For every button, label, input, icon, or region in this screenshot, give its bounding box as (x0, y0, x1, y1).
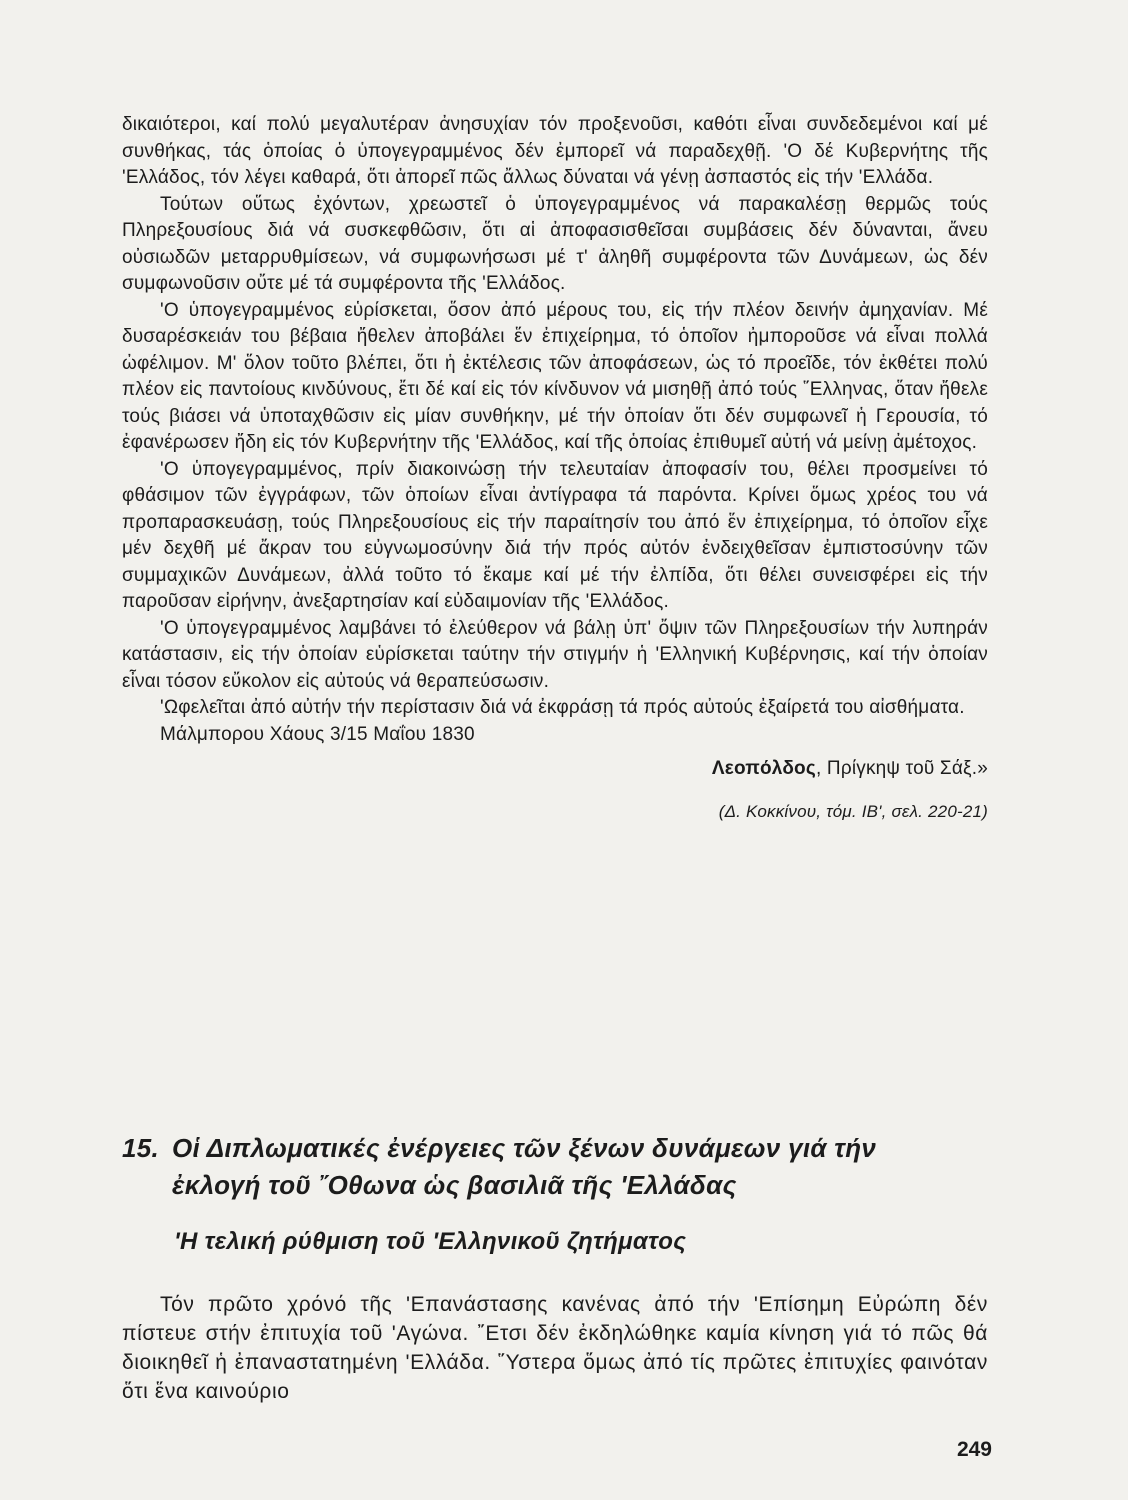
paragraph: 'Ο ὑπογεγραμμένος, πρίν διακοινώσῃ τήν τελευταίαν ἀποφασίν του, θέλει προσμείνει τό φθάσιμον τῶν ἐγγράφων, τῶν ὁποίων εἶναι ἀντίγραφα τά παρόντα. Κρίνει ὅμως χρέος του νά προπαρασκευάσῃ, τούς Πληρεξουσίους εἰς τήν παραίτησίν του ἀπό ἕν ἐπιχείρημα, τό ὁποῖον εἶχε μέν δεχθῆ μέ ἄκραν του εὐγνωμοσύνην διά τήν πρός αὐτόν ἐνδειχθεῖσαν ἐμπιστοσύνην τῶν συμμαχικῶν Δυνάμεων, ἀλλά τοῦτο τό ἔκαμε καί μέ τήν ἐλπίδα, ὅτι θέλει συνεισφέρει εἰς τήν παροῦσαν εἰρήνην, ἀνεξαρτησίαν καί εὐδαιμονίαν τῆς 'Ελλάδος. (122, 458, 988, 612)
letter-text-block (122, 112, 988, 825)
paragraph: 'Ωφελεῖται ἀπό αὐτήν τήν περίστασιν διά νά ἐκφράσῃ τά πρός αὐτούς ἐξαίρετά του αἰσθήματα. (160, 697, 965, 718)
section-heading-line-1 (122, 1130, 1002, 1167)
section-title-line-2: ἐκλογή τοῦ ῎Οθωνα ὡς βασιλιᾶ τῆς 'Ελλάδας (172, 1170, 737, 1200)
signature (122, 756, 988, 783)
paragraph: Τόν πρῶτο χρόνό τῆς 'Επανάστασης κανένας ἀπό τήν 'Επίσημη Εὐρώπη δέν πίστευε στήν ἐπιτυχία τοῦ 'Αγώνα. ῎Ετσι δέν ἐκδηλώθηκε καμία κίνηση γιά τό πῶς θά διοικηθεῖ ἡ ἐπαναστατημένη 'Ελλάδα. ῞Υστερα ὅμως ἀπό τίς πρῶτες ἐπιτυχίες φαινόταν ὅτι ἕνα καινούριο (122, 1293, 988, 1403)
section-number: 15. (122, 1133, 160, 1163)
page-number: 249 (956, 1438, 992, 1461)
section-body (122, 1290, 988, 1406)
paragraph: 'Ο ὑπογεγραμμένος εὑρίσκεται, ὅσον ἀπό μέρους του, εἰς τήν πλέον δεινήν ἀμηχανίαν. Μέ δυσαρέσκειάν του βέβαια ἤθελεν ἀποβάλει ἕν ἐπιχείρημα, τό ὁποῖον ἠμποροῦσε νά εἶναι πολλά ὠφέλιμον. Μ' ὅλον τοῦτο βλέπει, ὅτι ἡ ἐκτέλεσις τῶν ἀποφάσεων, ὡς τό προεῖδε, τόν ἐκθέτει πολύ πλέον εἰς παντοίους κινδύνους, ἔτι δέ καί εἰς τόν κίνδυνον νά μισηθῇ ἀπό τούς ῞Ελληνας, ὅταν ἤθελε τούς βιάσει νά ὑποταχθῶσιν εἰς μίαν συνθήκην, μέ τήν ὁποίαν ὅτι δέν συμφωνεῖ ἡ Γερουσία, τό ἐφανέρωσεν ἤδη εἰς τόν Κυβερνήτην τῆς 'Ελλάδος, καί τῆς ὁποίας ἐπιθυμεῖ αὐτή νά μείνῃ ἀμέτοχος. (122, 299, 988, 453)
paragraph: δικαιότεροι, καί πολύ μεγαλυτέραν ἀνησυχίαν τόν προξενοῦσι, καθότι εἶναι συνδεδεμένοι καί μέ συνθήκας, τάς ὁποίας ὁ ὑπογεγραμμένος δέν ἐμπορεῖ νά παραδεχθῇ. 'Ο δέ Κυβερνήτης τῆς 'Ελλάδος, τόν λέγει καθαρά, ὅτι ἀπορεῖ πῶς ἄλλως δύναται νά γένῃ ἀσπαστός εἰς τήν 'Ελλάδα. (122, 114, 988, 188)
section-heading (122, 1130, 1002, 1204)
paragraph: 'Ο ὑπογεγραμμένος λαμβάνει τό ἐλεύθερον νά βάλῃ ὑπ' ὄψιν τῶν Πληρεξουσίων τήν λυπηράν κατάστασιν, εἰς τήν ὁποίαν εὑρίσκεται ταύτην τήν στιγμήν ἡ 'Ελληνική Κυβέρνησις, καί τήν ὁποίαν εἶναι τόσον εὔκολον εἰς αὐτούς νά θεραπεύσωσιν. (122, 617, 988, 692)
date-line: Μάλμπορου Χάους 3/15 Μαΐου 1830 (160, 723, 475, 745)
section-title-line-1: Οἱ Διπλωματικές ἐνέργειες τῶν ξένων δυνάμεων γιά τήν (172, 1133, 877, 1163)
paragraph: Τούτων οὕτως ἐχόντων, χρεωστεῖ ὁ ὑπογεγραμμένος νά παρακαλέσῃ θερμῶς τούς Πληρεξουσίους διά νά συσκεφθῶσιν, ὅτι αἱ ἀποφασισθεῖσαι συμβάσεις δέν δύνανται, ἄνευ οὐσιωδῶν μεταρρυθμίσεων, νά συμφωνήσωσι μέ τ' ἀληθῆ συμφέροντα τῶν Δυνάμεων, ὡς δέν συμφωνοῦσιν οὔτε μέ τά συμφέροντα τῆς 'Ελλάδος. (122, 193, 988, 294)
signature-name: Λεοπόλδος (711, 758, 816, 779)
signature-title: , Πρίγκηψ τοῦ Σάξ.» (815, 758, 988, 779)
section-subheading: 'Η τελική ρύθμιση τοῦ 'Ελληνικοῦ ζητήματος (174, 1228, 687, 1255)
citation: (Δ. Κοκκίνου, τόμ. ΙΒ', σελ. 220-21) (718, 801, 988, 821)
